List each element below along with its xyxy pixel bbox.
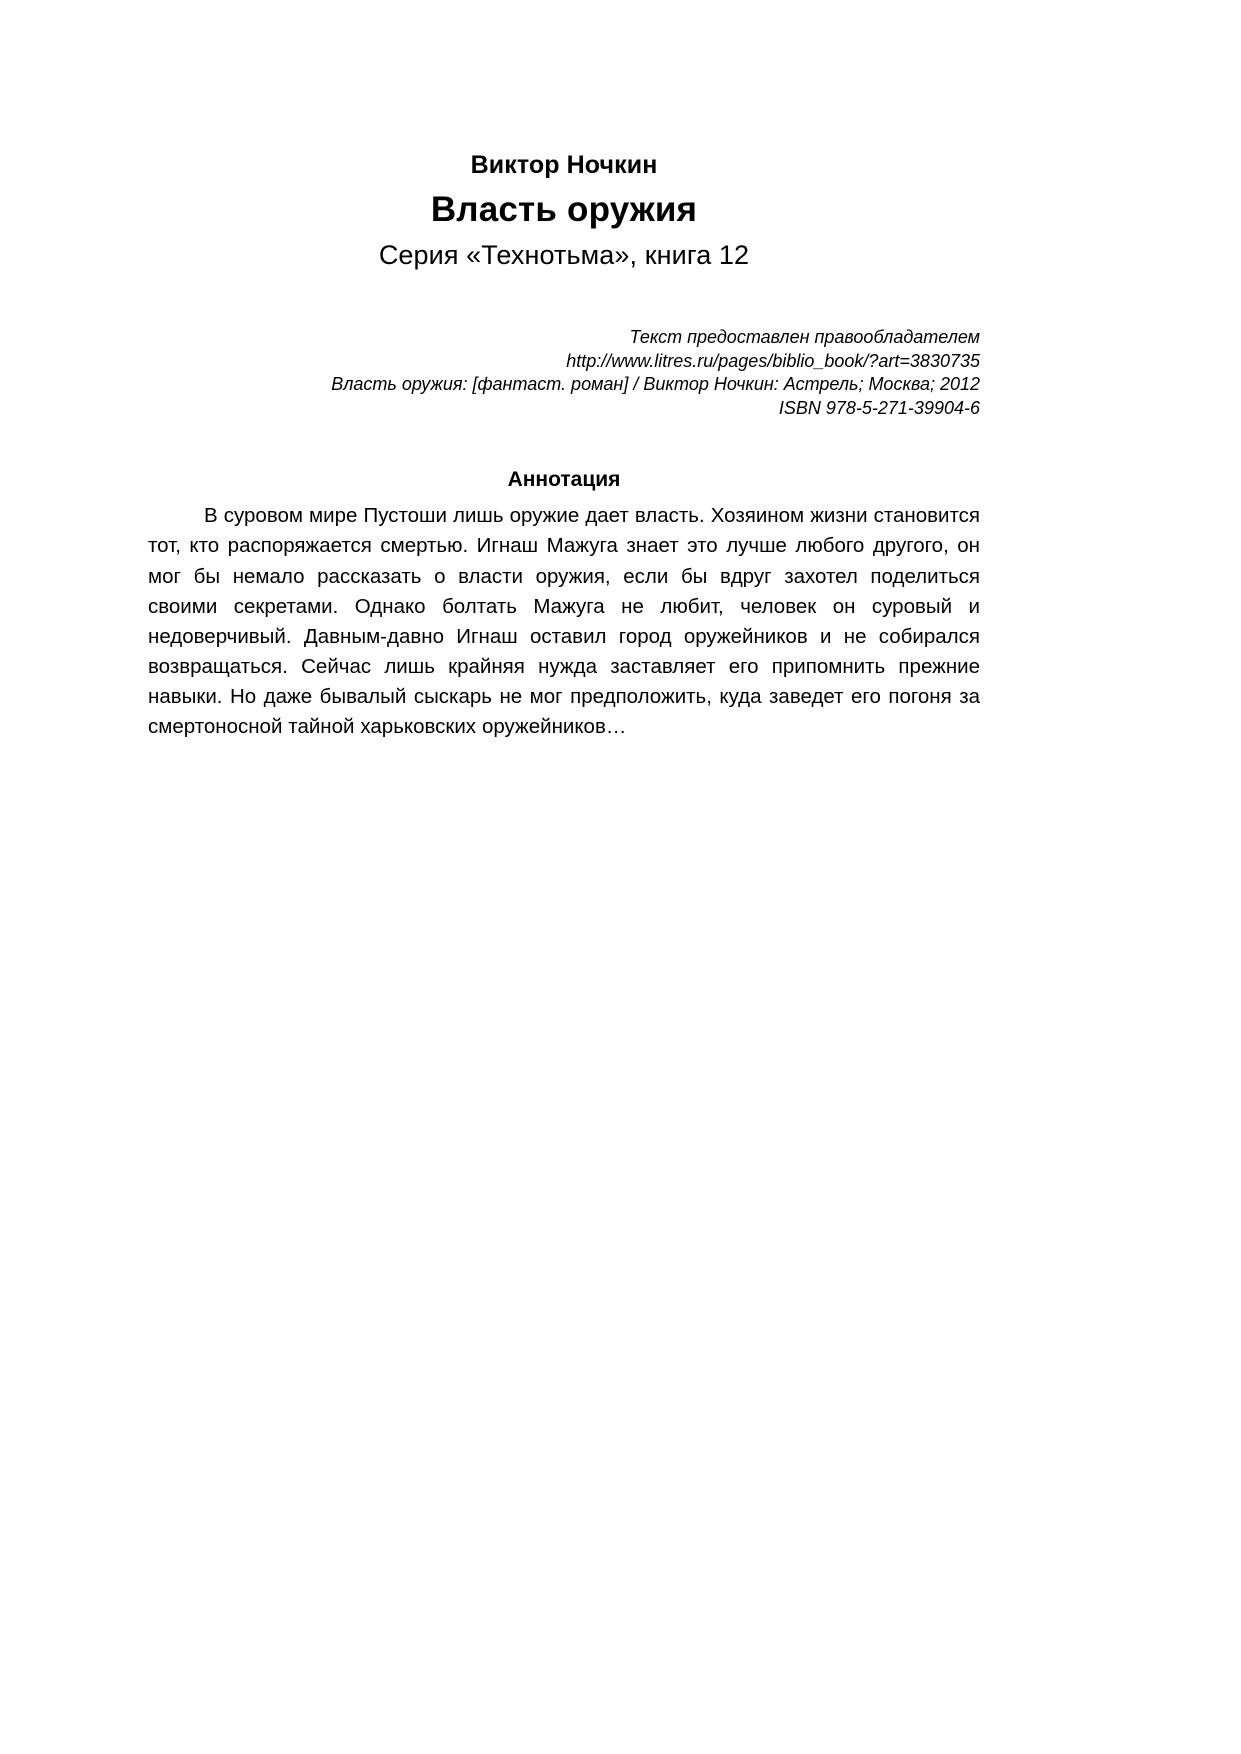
- rights-notice: Текст предоставлен правообладателем: [629, 327, 980, 348]
- isbn-line: ISBN 978-5-271-39904-6: [778, 397, 980, 418]
- imprint-line: Власть оружия: [фантаст. роман] / Виктор Ночкин: Астрель; Москва; 2012: [331, 374, 980, 395]
- author-name: Виктор Ночкин: [470, 151, 658, 179]
- page-content-column: [148, 0, 980, 742]
- metadata-block: [148, 326, 980, 420]
- source-url[interactable]: http://www.litres.ru/pages/biblio_book/?art=3830735: [566, 350, 980, 371]
- book-title: Власть оружия: [430, 190, 698, 230]
- series-line: Серия «Технотьма», книга 12: [378, 239, 750, 270]
- annotation-heading: Аннотация: [507, 467, 621, 491]
- annotation-body: В суровом мире Пустоши лишь оружие дает власть. Хозяином жизни становится тот, кто распоряжается смертью. Игнаш Мажуга знает это лучше любого другого, он мог бы немало рассказать о власти оружия, если бы вдруг захотел поделиться своими секретами. Однако болтать Мажуга не любит, человек он суровый и недоверчивый. Давным-давно Игнаш оставил город оружейников и не собирался возвращаться. Сейчас лишь крайняя нужда заставляет его припомнить прежние навыки. Но даже бывалый сыскарь не мог предположить, куда заведет его погоня за смертоносной тайной харьковских оружейников…: [148, 504, 980, 739]
- title-block: [148, 150, 980, 272]
